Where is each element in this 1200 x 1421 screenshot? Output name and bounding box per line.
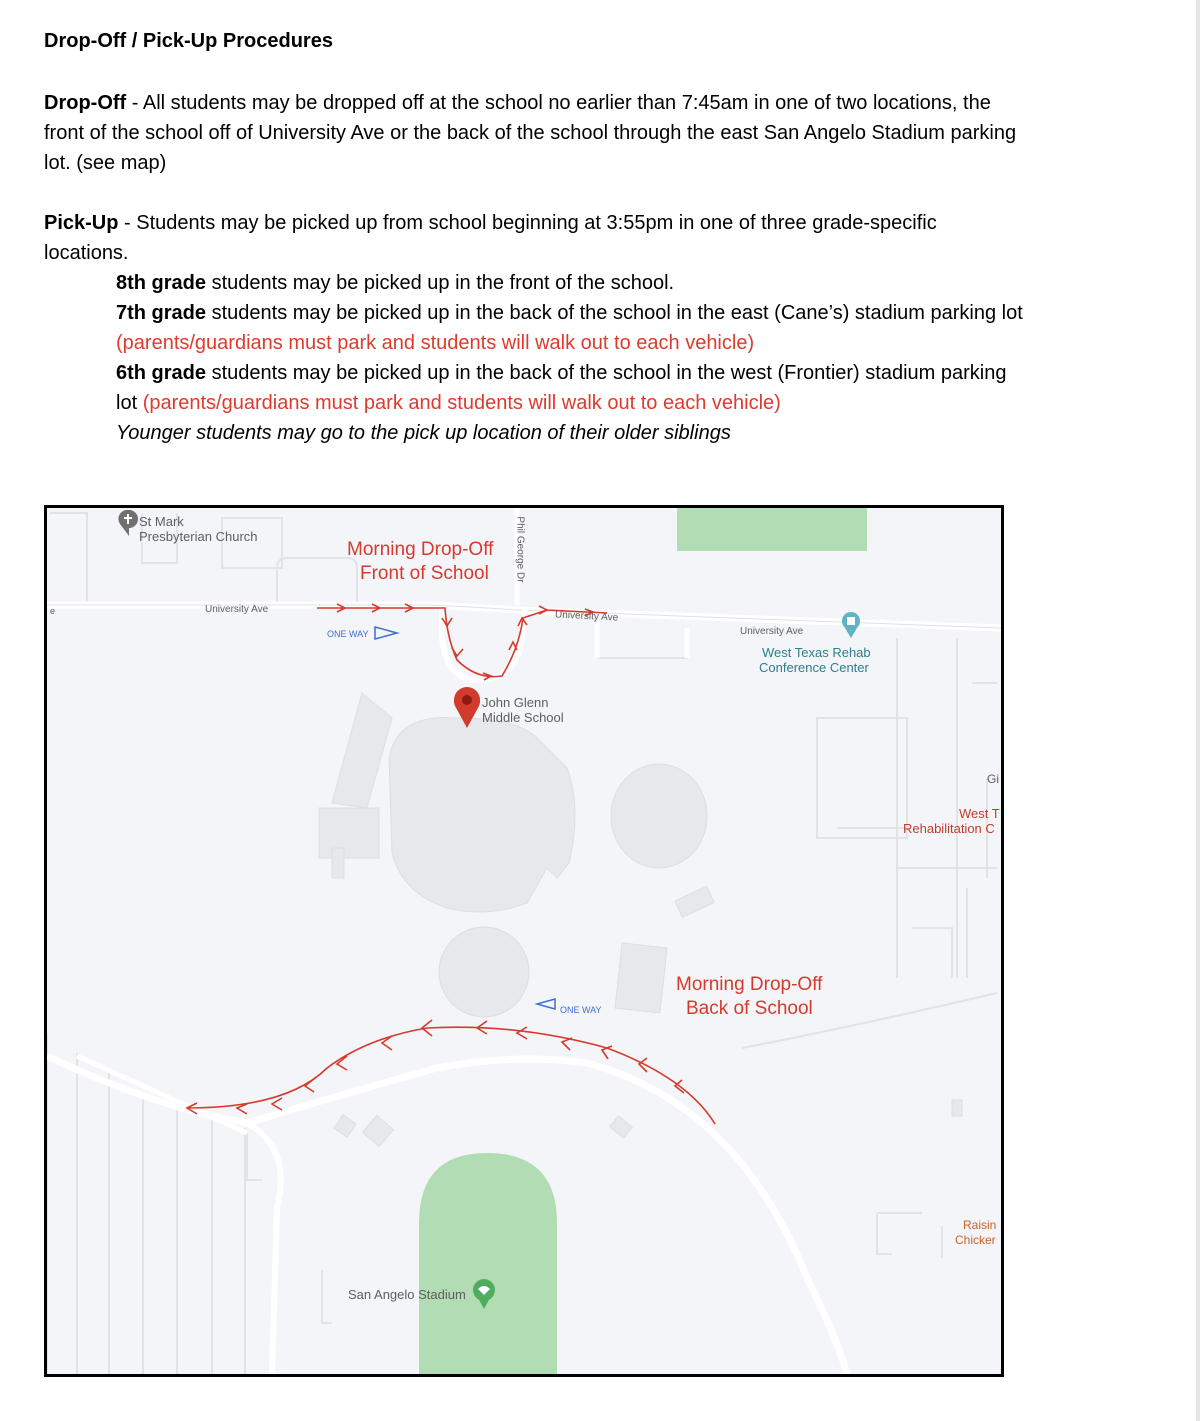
pickup-text-2: locations. xyxy=(44,242,129,264)
church-label-2: Presbyterian Church xyxy=(139,529,258,544)
buildings xyxy=(319,693,962,1146)
rehab-label-1: West Texas Rehab xyxy=(762,645,871,660)
road-label-university-right: University Ave xyxy=(740,626,804,637)
school-label-1: John Glenn xyxy=(482,695,549,710)
page-title: Drop-Off / Pick-Up Procedures xyxy=(44,30,333,52)
back-dropoff-route xyxy=(187,1020,715,1124)
rehab-pin-icon xyxy=(842,612,860,638)
pickup-text-1: - Students may be picked up from school beginning at 3:55pm in one of three grade-specific xyxy=(118,212,937,234)
grade6-label: 6th grade xyxy=(116,362,207,384)
stadium-field xyxy=(419,1153,557,1374)
annot-back-line2: Back of School xyxy=(686,998,813,1019)
dropoff-text-3: lot. (see map) xyxy=(44,152,167,174)
one-way-label-2: ONE WAY xyxy=(560,1005,602,1015)
grade6-text: students may be picked up in the back of the school in the west (Frontier) stadium parking xyxy=(206,362,1007,384)
road-label-university-mid: University Ave xyxy=(554,609,619,624)
school-label-2: Middle School xyxy=(482,710,564,725)
page-edge xyxy=(1196,0,1200,1421)
dropoff-text-1: - All students may be dropped off at the school no earlier than 7:45am in one of two locations, the xyxy=(126,92,991,114)
one-way-label-1: ONE WAY xyxy=(327,629,369,639)
annot-front-line1: Morning Drop-Off xyxy=(347,539,494,560)
stadium-label: San Angelo Stadium xyxy=(348,1287,466,1302)
dropoff-label: Drop-Off xyxy=(44,92,127,114)
annot-front-line2: Front of School xyxy=(360,563,489,584)
annot-back-line1: Morning Drop-Off xyxy=(676,974,823,995)
map-graphics xyxy=(47,508,1001,1374)
road-label-university-left: University Ave xyxy=(205,604,269,615)
rehab-label-2: Conference Center xyxy=(759,660,869,675)
raising-label-1: Raisin xyxy=(963,1218,997,1232)
rehab2-label-1: West T xyxy=(959,806,1000,821)
church-pin-icon xyxy=(118,510,138,536)
grade7-text: students may be picked up in the back of the school in the east (Cane’s) stadium parking lot xyxy=(206,302,1023,324)
raising-label-2: Chicker xyxy=(955,1233,996,1247)
park-area-top xyxy=(677,508,867,551)
school-map xyxy=(44,505,1004,1377)
one-way-arrow-left-icon xyxy=(537,999,555,1009)
grade7-label: 7th grade xyxy=(116,302,207,324)
church-label-1: St Mark xyxy=(139,514,184,529)
siblings-note: Younger students may go to the pick up location of their older siblings xyxy=(116,422,731,444)
grade8-label: 8th grade xyxy=(116,272,207,294)
grade8-text: students may be picked up in the front of the school. xyxy=(206,272,675,294)
grade6-note: (parents/guardians must park and students will walk out to each vehicle) xyxy=(142,392,781,414)
pickup-paragraph xyxy=(44,208,1144,268)
grade7-note: (parents/guardians must park and students will walk out to each vehicle) xyxy=(116,332,755,354)
grade-list xyxy=(116,268,1136,448)
one-way-arrow-right-icon xyxy=(375,627,397,639)
dropoff-paragraph xyxy=(44,88,1144,178)
road-label-phil-george: Phil George Dr xyxy=(514,516,526,583)
dropoff-text-2: front of the school off of University Ave or the back of the school through the east San Angelo Stadium parking xyxy=(44,122,1017,144)
grade6-text-2: lot xyxy=(116,392,143,414)
edge-label: e xyxy=(50,606,56,616)
rehab2-label-2: Rehabilitation C xyxy=(903,821,995,836)
pickup-label: Pick-Up xyxy=(44,212,119,234)
gi-label: Gi xyxy=(987,772,999,786)
